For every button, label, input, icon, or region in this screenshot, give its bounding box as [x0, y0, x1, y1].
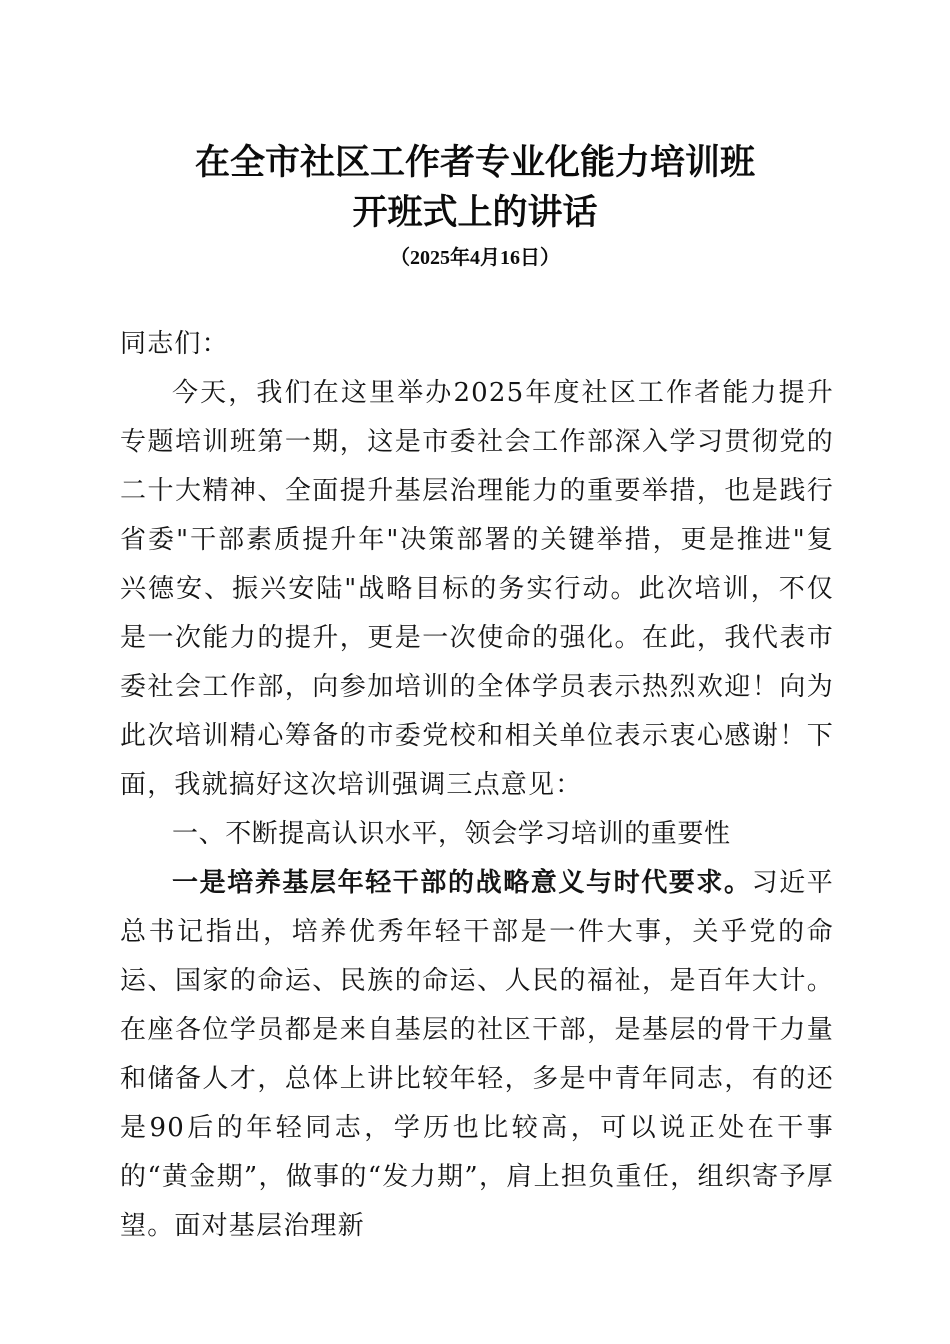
document-title-line-2: 开班式上的讲话 [352, 193, 598, 233]
point-paragraph [120, 859, 834, 1251]
speech-date: （2025年4月16日） [390, 247, 560, 269]
point-lead: 一是培养基层年轻干部的战略意义与时代要求。 [172, 868, 752, 898]
section-heading: 一、不断提高认识水平，领会学习培训的重要性 [172, 819, 731, 849]
document-body [120, 320, 834, 1251]
document-title-line-1: 在全市社区工作者专业化能力培训班 [194, 143, 755, 183]
salutation: 同志们： [120, 329, 229, 359]
intro-paragraph: 今天，我们在这里举办2025年度社区工作者能力提升专题培训班第一期，这是市委社会工作部深入学习贯彻党的二十大精神、全面提升基层治理能力的重要举措，也是践行省委"干部素质提升年"决策部署的关键举措，更是推进"复兴德安、振兴安陆"战略目标的务实行动。此次培训，不仅是一次能力的提升，更是一次使命的强化。在此，我代表市委社会工作部，向参加培训的全体学员表示热烈欢迎！向为此次培训精心筹备的市委党校和相关单位表示衷心感谢！下面，我就搞好这次培训强调三点意见： [120, 378, 834, 800]
point-text: 习近平总书记指出，培养优秀年轻干部是一件大事，关乎党的命运、国家的命运、民族的命运、人民的福祉，是百年大计。在座各位学员都是来自基层的社区干部，是基层的骨干力量和储备人才，总体上讲比较年轻，多是中青年同志，有的还是90后的年轻同志，学历也比较高，可以说正处在干事的“黄金期”，做事的“发力期”，肩上担负重任，组织寄予厚望。面对基层治理新 [120, 868, 834, 1241]
